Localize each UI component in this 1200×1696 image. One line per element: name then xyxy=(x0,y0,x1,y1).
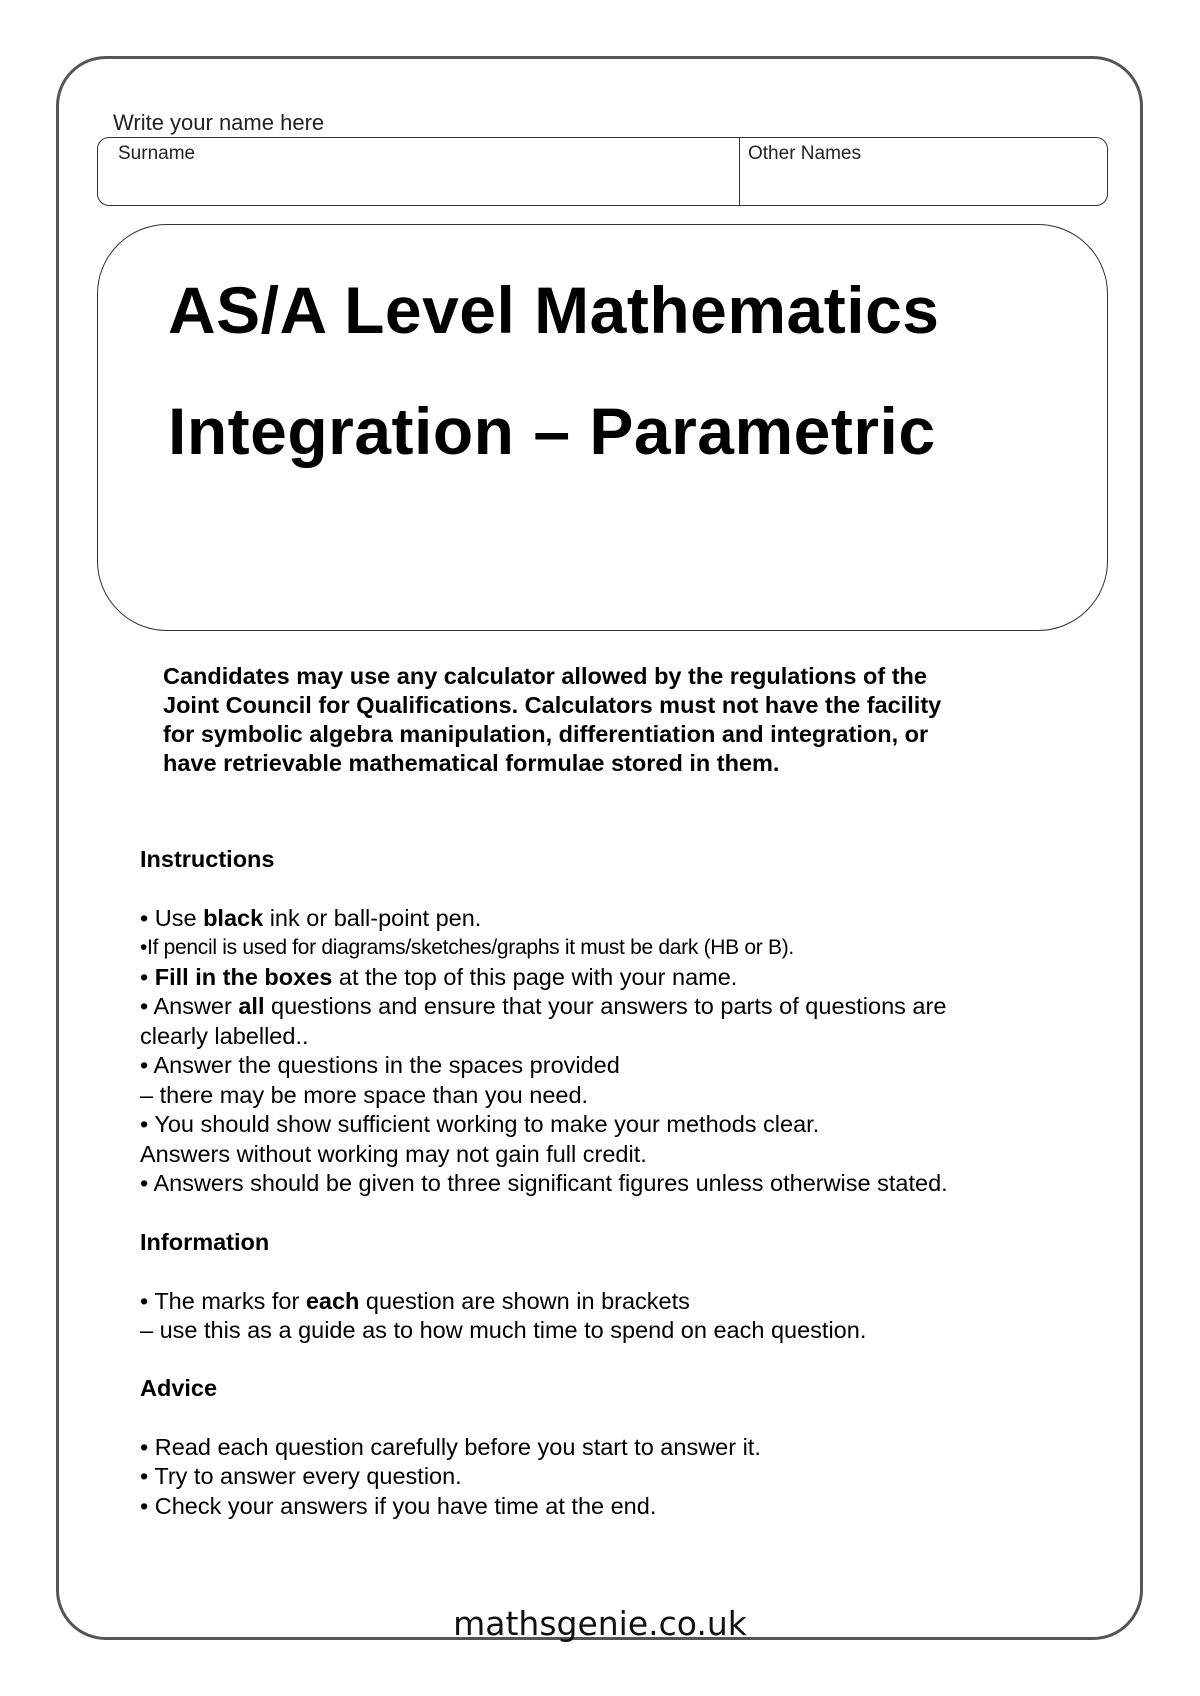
instruction-item: • Use black ink or ball-point pen. xyxy=(140,904,482,931)
page-title: AS/A Level Mathematics xyxy=(168,273,940,347)
instruction-item-continuation: clearly labelled.. xyxy=(140,1022,309,1049)
instruction-item: • Answer all questions and ensure that your answers to parts of questions are xyxy=(140,993,947,1019)
calculator-note-line: Joint Council for Qualifications. Calculators must not have the facility xyxy=(163,692,942,718)
other-names-field[interactable] xyxy=(740,138,1107,205)
instruction-item: • Answer the questions in the spaces provided xyxy=(140,1052,620,1078)
information-section xyxy=(140,1228,1100,1346)
instruction-item: • You should show sufficient working to make your methods clear. xyxy=(140,1111,820,1137)
advice-item: • Read each question carefully before you start to answer it. xyxy=(140,1433,761,1460)
footer-site-link[interactable]: mathsgenie.co.uk xyxy=(453,1604,747,1643)
other-names-label: Other Names xyxy=(748,143,861,164)
instruction-item-continuation: – there may be more space than you need. xyxy=(140,1081,589,1108)
surname-label: Surname xyxy=(118,143,196,164)
page-subtitle: Integration – Parametric xyxy=(168,394,936,468)
information-item: • The marks for each question are shown in brackets xyxy=(140,1287,690,1314)
calculator-note-line: have retrievable mathematical formulae stored in them. xyxy=(163,750,780,776)
information-heading: Information xyxy=(140,1229,270,1255)
instruction-item: •If pencil is used for diagrams/sketches/graphs it must be dark (HB or B). xyxy=(140,936,794,959)
instructions-heading: Instructions xyxy=(140,846,275,872)
calculator-note xyxy=(163,662,1063,778)
advice-item: • Try to answer every question. xyxy=(140,1463,462,1489)
advice-heading: Advice xyxy=(140,1375,218,1401)
surname-field[interactable] xyxy=(98,138,740,205)
instruction-item: • Answers should be given to three significant figures unless otherwise stated. xyxy=(140,1170,948,1196)
instructions-section xyxy=(140,845,1100,1199)
name-prompt: Write your name here xyxy=(113,110,325,135)
information-item-continuation: – use this as a guide as to how much time to spend on each question. xyxy=(140,1317,867,1343)
instruction-item: • Fill in the boxes at the top of this page with your name. xyxy=(140,963,738,990)
calculator-note-line: Candidates may use any calculator allowed by the regulations of the xyxy=(163,663,927,689)
instruction-item-continuation: Answers without working may not gain full credit. xyxy=(140,1140,647,1167)
calculator-note-line: for symbolic algebra manipulation, differentiation and integration, or xyxy=(163,721,929,747)
advice-section xyxy=(140,1374,1100,1521)
name-box xyxy=(97,137,1108,206)
advice-item: • Check your answers if you have time at the end. xyxy=(140,1492,657,1519)
